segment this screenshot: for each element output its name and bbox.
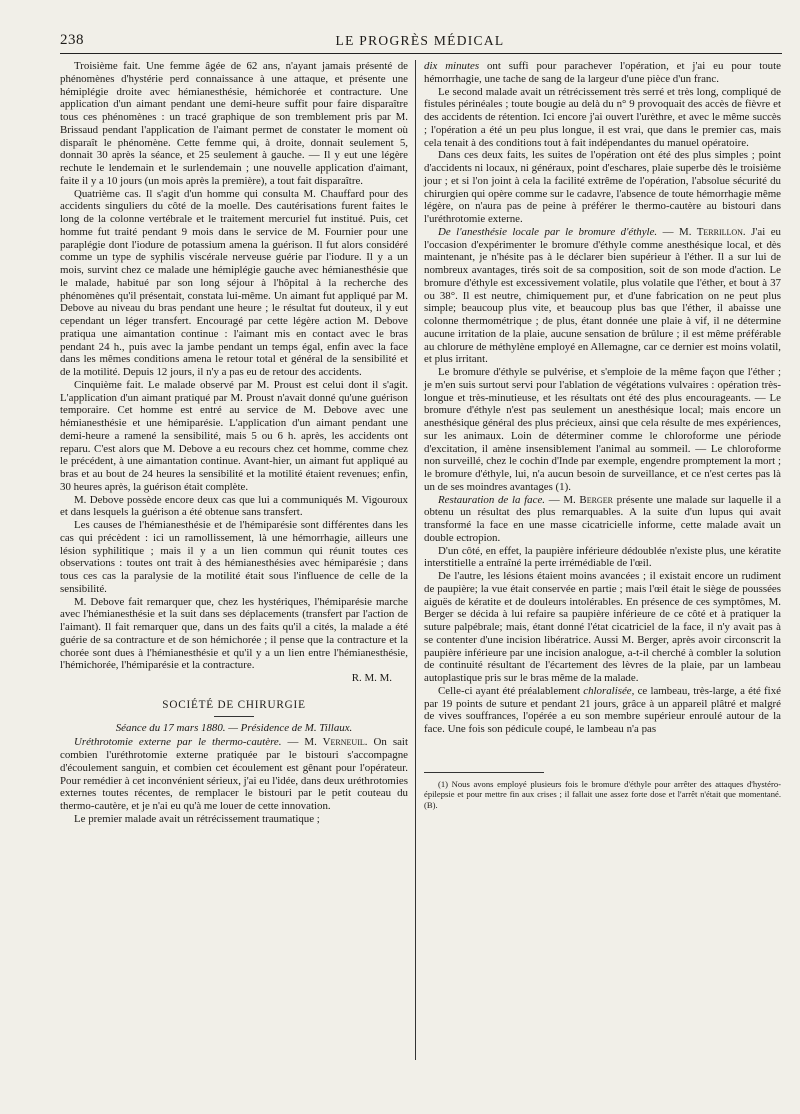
emphasis-dix-minutes: dix minutes <box>424 60 480 72</box>
subsection-lead-anesthesie: De l'anesthésie locale par le bromure d'éthyle. <box>438 225 658 238</box>
paragraph-second-malade: Le second malade avait un rétrécissement très serré et très long, compliqué de fistules périnéales ; toute bougie au delà du n° 9 provoquait des accès de fièvre et des accidents de rétention. Ici encore j'ai ouvert l'urèthre, et avec le même succès ; l'opération a été un peu plus longue, il est vrai, que dans le premier cas, mais cela tenait à des conditions tout à fait indépendantes du manuel opératoire. <box>424 85 781 149</box>
running-title: LE PROGRÈS MÉDICAL <box>335 33 505 48</box>
author-signature: R. M. M. <box>351 672 392 684</box>
page-header <box>60 30 780 52</box>
footnote-rule <box>424 772 544 773</box>
section-rule <box>214 716 254 717</box>
paragraph-debove-remarque: M. Debove fait remarquer que, chez les hystériques, l'hémiparésie marche avec l'hémianesthésie et la suit dans ses déplacements (transfert par l'action de l'aimant). Il fait remarquer que, dans un des faits qu'il a cités, la malade a été guérie de sa contracture et de son hémichorée ; il pense que la contracture et la chorée sont dues à l'hémianesthésie et qu'il y a un lien entre l'hémianesthésie, l'hémichorée, l'hémiparésie et la contracture. <box>60 595 408 672</box>
paragraph-urethrotomie <box>60 736 408 813</box>
paragraph-causes: Les causes de l'hémianesthésie et de l'hémiparésie sont différentes dans les cas qui précèdent : ici un ramollissement, là une hémorrhagie, ailleurs une lésion syphilitique ; mais il y a un lien commun qui réunit toutes ces observations : toutes ont trait à des hémianesthésies avec hémiparésie ; dans tous ces cas la paralysie de la motilité était sous l'influence de celle de la sensibilité. <box>60 519 408 595</box>
paragraph-troisieme-fait: Troisième fait. Une femme âgée de 62 ans, n'ayant jamais présenté de phénomènes d'hystérie perd connaissance à une attaque, et présente une hémiplégie droite avec hémianesthésie, hémichorée et contracture. Une application d'un aimant pendant une demi-heure suffit pour faire disparaître tous ces phénomènes : un tracé graphique de son tremblement pris par M. Brissaud pendant l'application de l'aimant permet de constater le moment où disparaît le phénomène. Cette femme qui, à droite, donnait seulement 5, donnait 30 après la séance, et 25 seulement à gauche. — Il y eut une légère rechute le lendemain et le surlendemain ; une nouvelle application d'aimant, faite il y a 10 jours (un mois après la première), a tout fait disparaître. <box>60 60 408 187</box>
paragraph-cinquieme-fait: Cinquième fait. Le malade observé par M. Proust est celui dont il s'agit. L'application d'un aimant pratiqué par M. Proust n'avait donné qu'une guérison temporaire. Cet homme est entré au service de M. Debove avec une hémianesthésie et une hémiparésie. L'application d'un aimant pendant une demi-heure a ramené la sensibilité, mais 5 ou 6 h. après, les accidents ont reparu. C'est alors que M. Debove a eu recours chez cet homme, comme chez le précédent, à une aimantation continue. Avant-hier, un aimant fut appliqué au bras et au bout de 24 heures la sensibilité et la motilité étaient revenues; enfin, 30 heures après, la guérison était complète. <box>60 378 408 493</box>
paragraph-quatrieme-cas: Quatrième cas. Il s'agit d'un homme qui consulta M. Chauffard pour des accidents singuliers du côté de la moelle. Des cautérisations furent faites le long de la colonne vertébrale et le traitement mercuriel fut institué. Puis, cet homme fut traité pendant 9 mois dans le service de M. Fournier pour une paraplégie dont l'iodure de potassium amena la guérison. Il fut alors considéré comme un type de syphilis viscérale nerveuse guérie par l'iodure. Il y a un mois, survint chez ce malade une hémiplégie gauche avec hémianesthésie que le malade, habitué par son long séjour à l'hôpital à la recherche des phénomènes qu'il présentait, constata lui-même. Un aimant fut appliqué par M. Debove au niveau du bras pendant une heure ; le résultat fut douteux, il y eut cependant un léger transfert. Encouragé par cette légère action M. Debove pratiqua une aimantation continue : l'aimant mis en contact avec le bras pendant 24 h., puis avec la jambe pendant un temps égal, enfin avec la face dans les mêmes conditions amena le retour total et général de la sensibilité et de la motilité. Depuis 12 jours, il n'y a pas eu de retour des accidents. <box>60 187 408 378</box>
paragraph-suites: Dans ces deux faits, les suites de l'opération ont été des plus simples ; point d'accidents ni locaux, ni généraux, point d'eschares, plaie superbe dès le troisième jour ; et si l'on joint à cela la facilité extrême de l'opération, l'absolue sécurité du chirurgien qui opère comme sur le cadavre, l'absence de toute hémorrhagie même légère, on n'aura pas de peine à préférer le thermo-cautère au bistouri dans l'uréthrotomie externe. <box>424 149 781 225</box>
paragraph-debove-vigouroux: M. Debove possède encore deux cas que lui a communiqués M. Vigouroux et dans lesquels la guérison a été obtenue sans transfert. <box>60 493 408 519</box>
session-text: Séance du 17 mars 1880. — Présidence de M. Tillaux. <box>115 721 353 734</box>
paragraph-de-lautre: De l'autre, les lésions étaient moins avancées ; il existait encore un rudiment de paupière; la vue était conservée en partie ; mais l'œil était le siège de poussées aiguës de kératite et de douleurs intolérables. En présence de ces symptômes, M. Berger se décida à lui refaire sa paupière inférieure de ce côté et à pratiquer la suture palpébrale; mais, étant donné l'état cicatriciel de la face, il n'y avait pas à se contenter d'une incision libératrice. Aussi M. Berger, après avoir circonscrit la paupière inférieure par une incision analogue, a-t-il cherché à combler la solution de continuité résultant de l'écartement des lèvres de la plaie, par un lambeau autoplastique pris sur le bras même de la malade. <box>424 570 781 684</box>
footnote-text: (1) Nous avons employé plusieurs fois le bromure d'éthyle pour arrêter des attaques d'hystéro-épilepsie et pour mettre fin aux crises ; il fallait une assez forte dose et l'arrêt n'était que momentané. <box>424 778 781 800</box>
paragraph-restauration <box>424 494 781 545</box>
right-column <box>424 60 781 1060</box>
header-rule <box>60 53 782 54</box>
subsection-author-terrillon: — M. Terrillon. <box>662 225 746 238</box>
paragraph-celle-ci-start: Celle-ci ayant été préalablement <box>438 684 581 697</box>
paragraph-premier-malade: Le premier malade avait un rétrécissement traumatique ; <box>74 812 320 825</box>
page-number: 238 <box>60 32 84 48</box>
subsection-author-berger: — M. Berger <box>548 493 613 506</box>
paragraph-celle-ci <box>424 685 781 736</box>
paragraph-restauration-text: présente une malade sur laquelle il a obtenu un résultat des plus remarquables. A la suite d'un lupus qui avait transformé la face en une masse cicatricielle informe, cette malade avait un double ectropion. <box>424 493 781 544</box>
subsection-author: — M. Verneuil. <box>287 736 368 749</box>
left-column <box>60 60 408 1060</box>
subsection-lead: Uréthrotomie externe par le thermo-cautère. <box>74 736 282 749</box>
paragraph-dix-minutes-text: ont suffi pour parachever l'opération, et j'ai eu pour toute hémorrhagie, une tache de sang de la largeur d'une pièce d'un franc. <box>424 60 781 85</box>
footnote <box>424 779 781 811</box>
section-title: SOCIÉTÉ DE CHIRURGIE <box>162 698 306 711</box>
paragraph-celle-ci-end: ce lambeau, très-large, a été fixé par 19 points de suture et pendant 21 jours, grâce à un appareil plâtré et malgré de vives souffrances, l'opérée a eu son membre supérieur enroulé autour de la face. Une fois son pédicule coupé, le lambeau n'a pas <box>424 684 781 735</box>
paragraph-bromure: Le bromure d'éthyle se pulvérise, et s'emploie de la même façon que l'éther ; je m'en suis surtout servi pour l'ablation de végétations vulvaires : opération très-longue et très-minutieuse, et les résultats ont été des plus encourageants. — Le bromure d'éthyle n'est pas seulement un anesthésique local; mais encore un anesthésique général des plus précieux, ainsi que cela résulte de mes expériences, sur les animaux. Loin de déterminer comme le chloroforme une période d'excitation, il amène insensiblement l'animal au sommeil. — Le chloroforme non surveillé, chez le cochin d'Inde par exemple, engendre promptement la mort ; le bromure d'éthyle, lui, n'a aucun besoin de surveillance, et ce n'est certes pas là un de ses moindres avantages (1). <box>424 366 781 493</box>
session-line <box>60 722 408 735</box>
paragraph-dun-cote: D'un côté, en effet, la paupière inférieure dédoublée n'existe plus, une kératite interstitielle a entraîné la perte irrémédiable de l'œil. <box>424 544 781 570</box>
paragraph-anesthesie <box>424 226 781 366</box>
emphasis-chloralisee: chloralisée, <box>583 684 635 697</box>
paragraph-anesthesie-text: J'ai eu l'occasion d'expérimenter le bromure d'éthyle comme anesthésique local, et dès maintenant, je n'hésite pas à le déclarer bien supérieur à l'éther. Il a sur lui de nombreux avantages, tirés soit de sa composition, soit de son mode d'action. Le bromure d'éthyle est excessivement volatile, plus volatile que l'éther, et bout à 37 ou 38°. Il est neutre, chimiquement pur, et d'une fabrication on ne peut plus simple; beaucoup plus vite, et beaucoup plus bas que l'éther, il abaisse une colonne thermométrique ; de plus, étant donnée une plaie à vif, il ne détermine aucune irritation de la plaie, aucune sensation de brûlure ; il est même préférable au chlorure de méthylène employé en Allemagne, car ce dernier est moins volatil, et plus irritant. <box>424 225 781 366</box>
column-divider <box>415 60 416 1060</box>
paragraph-dix-minutes <box>424 60 781 86</box>
subsection-lead-restauration: Restauration de la face. <box>438 493 545 506</box>
paragraph-urethrotomie-text: On sait combien l'uréthrotomie externe pratiquée par le bistouri s'accompagne d'écoulement sanguin, et combien cet écoulement est gênant pour l'opérateur. Pour remédier à cet inconvénient sérieux, j'ai eu l'idée, dans deux uréthrotomies externes toutes récentes, de remplacer le bistouri par le petit couteau du thermo-cautère, et je n'ai eu qu'à me louer de cette innovation. <box>60 736 408 812</box>
footnote-signature: (B). <box>424 799 438 810</box>
